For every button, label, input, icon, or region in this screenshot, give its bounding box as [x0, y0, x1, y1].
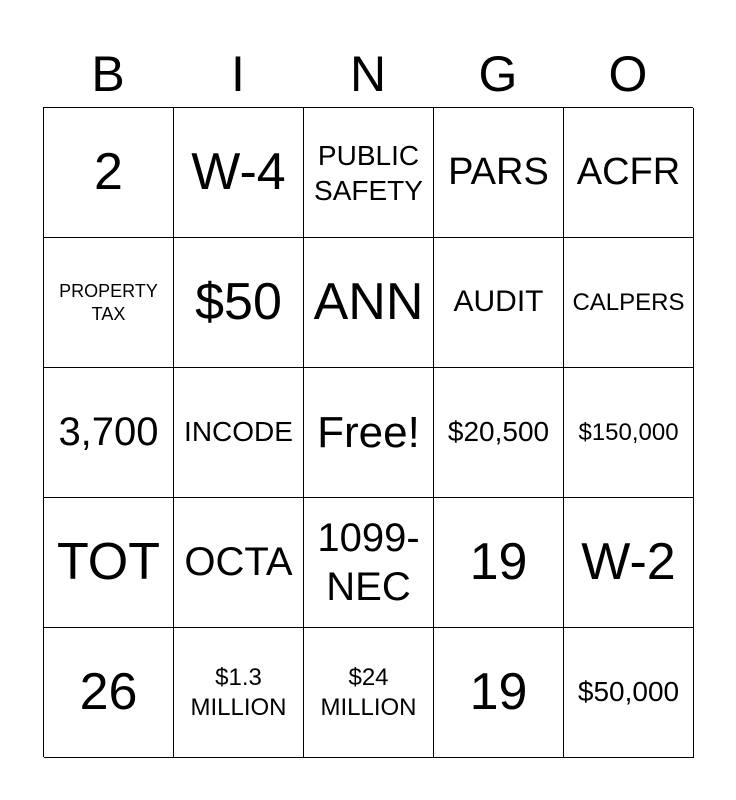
bingo-cell-r1-c5[interactable]: ACFR [564, 108, 694, 238]
bingo-cell-r2-c2[interactable]: $50 [174, 238, 304, 368]
bingo-cell-r4-c5[interactable]: W-2 [564, 498, 694, 628]
bingo-cell-r5-c3[interactable]: $24 MILLION [304, 628, 434, 758]
header-letter-o: O [608, 46, 648, 102]
bingo-cell-r5-c5[interactable]: $50,000 [564, 628, 694, 758]
header-letter-n: N [349, 46, 387, 102]
bingo-header [43, 42, 693, 106]
header-letter-i: I [231, 46, 245, 102]
bingo-cell-r3-c4[interactable]: $20,500 [434, 368, 564, 498]
header-letter-g: G [478, 46, 518, 102]
bingo-cell-r2-c1[interactable]: PROPERTY TAX [44, 238, 174, 368]
bingo-cell-r1-c3[interactable]: PUBLIC SAFETY [304, 108, 434, 238]
bingo-cell-r2-c4[interactable]: AUDIT [434, 238, 564, 368]
bingo-cell-r3-c1[interactable]: 3,700 [44, 368, 174, 498]
bingo-board [43, 107, 693, 757]
bingo-cell-r4-c4[interactable]: 19 [434, 498, 564, 628]
bingo-cell-r3-c5[interactable]: $150,000 [564, 368, 694, 498]
bingo-cell-r5-c2[interactable]: $1.3 MILLION [174, 628, 304, 758]
bingo-cell-r4-c2[interactable]: OCTA [174, 498, 304, 628]
bingo-cell-r2-c5[interactable]: CALPERS [564, 238, 694, 368]
bingo-cell-r1-c1[interactable]: 2 [44, 108, 174, 238]
bingo-cell-r4-c1[interactable]: TOT [44, 498, 174, 628]
bingo-cell-r1-c2[interactable]: W-4 [174, 108, 304, 238]
bingo-cell-r5-c4[interactable]: 19 [434, 628, 564, 758]
header-letter-b: B [91, 46, 125, 102]
bingo-cell-r1-c4[interactable]: PARS [434, 108, 564, 238]
bingo-cell-r5-c1[interactable]: 26 [44, 628, 174, 758]
bingo-cell-r3-c2[interactable]: INCODE [174, 368, 304, 498]
bingo-cell-r2-c3[interactable]: ANN [304, 238, 434, 368]
bingo-cell-r3-c3-free-space[interactable]: Free! [304, 368, 434, 498]
bingo-cell-r4-c3[interactable]: 1099-NEC [304, 498, 434, 628]
